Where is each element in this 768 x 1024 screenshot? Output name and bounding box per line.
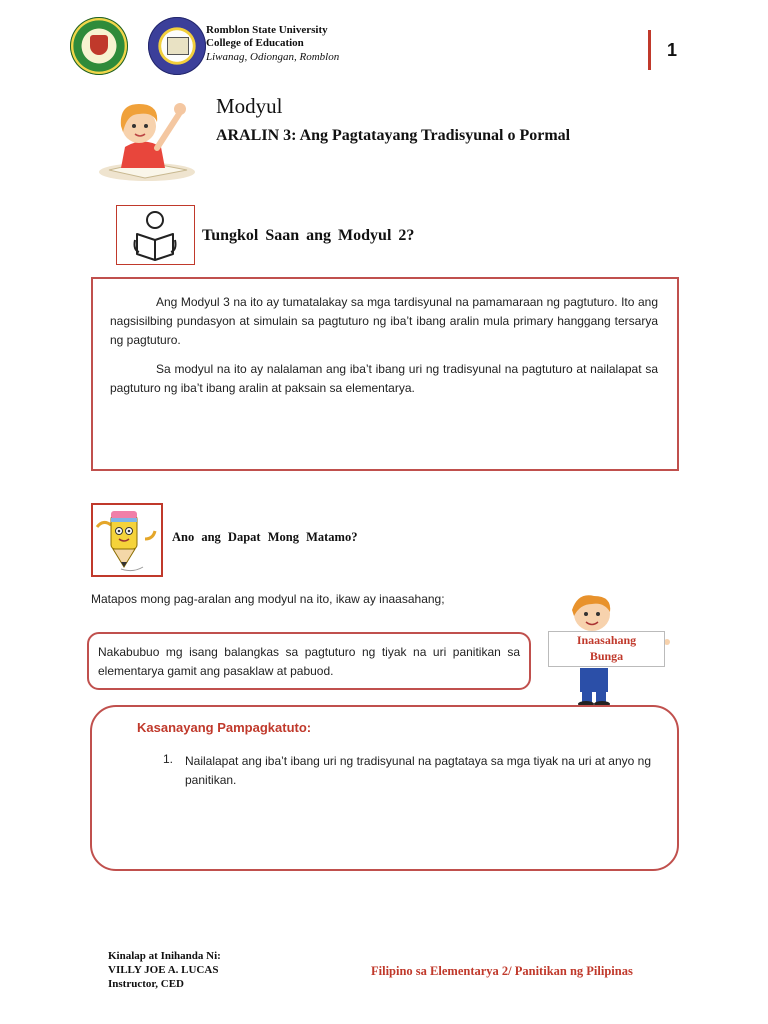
page-marker [648, 30, 651, 70]
sign-text [548, 632, 665, 664]
sign-line-2: Bunga [589, 649, 624, 663]
competency-item-text: Nailalapat ang iba’t ibang uri ng tradisyunal na pagtataya sa mga tiyak na uri at anyo ng panitikan. [185, 754, 651, 787]
college-name: College of Education [206, 37, 304, 49]
page-number: 1 [667, 40, 678, 60]
college-seal-icon [148, 17, 206, 75]
sign-line-1: Inaasahang [576, 633, 637, 647]
reader-icon-frame [116, 205, 195, 265]
learn-intro-text: Matapos mong pag-aralan ang modyul na ito, ikaw ay inaasahang; [91, 592, 445, 606]
objective-text: Nakabubuo mg isang balangkas sa pagtuturo ng tiyak na uri panitikan sa elementarya gamit ang pasaklaw at pabuod. [98, 645, 520, 678]
college-address: Liwanag, Odiongan, Romblon [206, 51, 340, 63]
competency-title: Kasanayang Pampagkatuto: [137, 720, 312, 735]
section-heading-about: Tungkol Saan ang Modyul 2? [202, 227, 415, 244]
footer-course: Filipino sa Elementarya 2/ Panitikan ng Pilipinas [371, 964, 633, 978]
university-seal-icon [70, 17, 128, 75]
lesson-title: ARALIN 3: Ang Pagtatayang Tradisyunal o Pormal [216, 127, 571, 144]
pencil-icon-frame [91, 503, 163, 577]
about-paragraph-2: Sa modyul na ito ay nalalaman ang iba’t ibang uri ng tradisyunal na pagtuturo at nailalapat sa pagtuturo ng iba’t ibang aralin at paksain sa elementarya. [110, 362, 658, 395]
footer-author: VILLY JOE A. LUCAS [108, 964, 219, 976]
about-paragraph-1: Ang Modyul 3 na ito ay tumatalakay sa mga tardisyunal na pamamaraan ng pagtuturo. Ito ang nagsisilbing pundasyon at simulain sa pagtuturo ng iba’t ibang aralin mula primary hanggang tersarya ng pagtuturo. [110, 295, 658, 347]
girl-waving-illustration [95, 92, 195, 182]
module-title: Modyul [216, 94, 283, 118]
footer-position: Instructor, CED [108, 978, 184, 990]
footer-prepared-by: Kinalap at Inihanda Ni: [108, 950, 221, 962]
section-heading-learn: Ano ang Dapat Mong Matamo? [172, 530, 358, 544]
pencil-mascot-icon [93, 505, 161, 575]
competency-item-number: 1. [163, 752, 174, 766]
university-name: Romblon State University [206, 24, 328, 36]
reader-icon [117, 206, 193, 263]
